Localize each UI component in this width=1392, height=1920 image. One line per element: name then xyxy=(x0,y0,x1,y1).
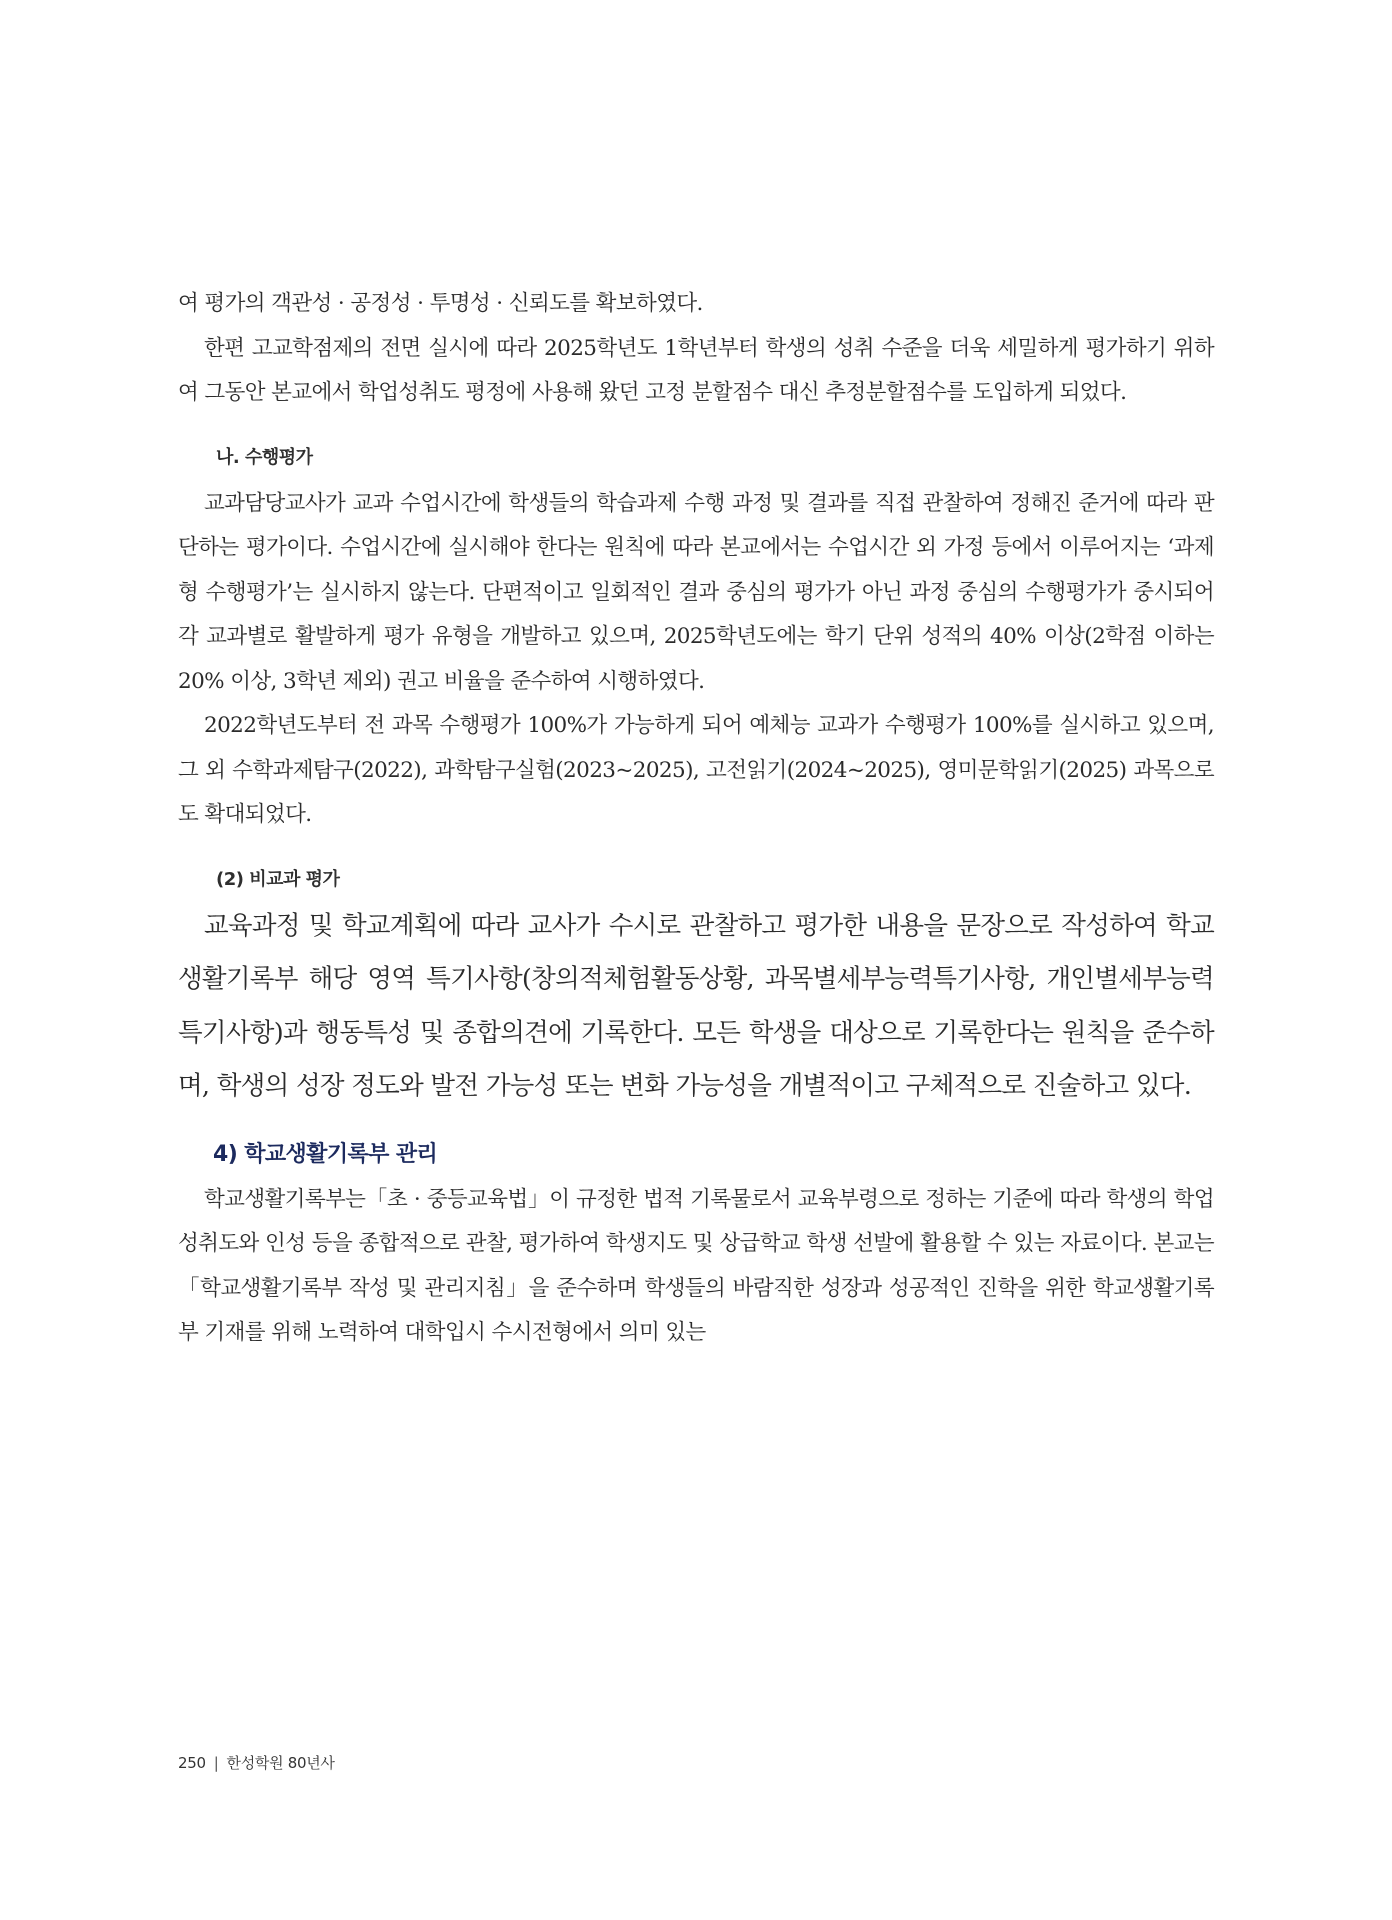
footer-separator: | xyxy=(213,1754,219,1772)
heading-non-subject-assessment: (2) 비교과 평가 xyxy=(216,868,340,890)
heading-performance-assessment: 나. 수행평가 xyxy=(216,446,313,468)
page-body xyxy=(178,282,1214,1356)
book-title: 한성학원 80년사 xyxy=(226,1754,335,1772)
paragraph-performance-1: 교과담당교사가 교과 수업시간에 학생들의 학습과제 수행 과정 및 결과를 직접 관찰하여 정해진 준거에 따라 판단하는 평가이다. 수업시간에 실시해야 한다는 원칙에 따라 본교에서는 수업시간 외 가정 등에서 이루어지는 ‘과제형 수행평가’는 실시하지 않는다. 단편적이고 일회적인 결과 중심의 평가가 아닌 과정 중심의 수행평가가 중시되어 각 교과별로 활발하게 평가 유형을 개발하고 있으며, 2025학년도에는 학기 단위 성적의 40% 이상(2학점 이하는 20% 이상, 3학년 제외) 권고 비율을 준수하여 시행하였다. xyxy=(178,490,1214,694)
paragraph-non-subject: 교육과정 및 학교계획에 따라 교사가 수시로 관찰하고 평가한 내용을 문장으로 작성하여 학교생활기록부 해당 영역 특기사항(창의적체험활동상황, 과목별세부능력특기사항, 개인별세부능력특기사항)과 행동특성 및 종합의견에 기록한다. 모든 학생을 대상으로 기록한다는 원칙을 준수하며, 학생의 성장 정도와 발전 가능성 또는 변화 가능성을 개별적이고 구체적으로 진술하고 있다. xyxy=(178,910,1214,1101)
paragraph-intro-end: 여 평가의 객관성 · 공정성 · 투명성 · 신뢰도를 확보하였다. xyxy=(178,291,703,316)
page-footer xyxy=(178,1752,335,1773)
paragraph-performance-2: 2022학년도부터 전 과목 수행평가 100%가 가능하게 되어 예체능 교과가 수행평가 100%를 실시하고 있으며, 그 외 수학과제탐구(2022), 과학탐구실험(2023~2025), 고전읽기(2024~2025), 영미문학읽기(2025) 과목으로도 확대되었다. xyxy=(178,713,1214,827)
page-number: 250 xyxy=(178,1754,206,1772)
paragraph-school-records: 학교생활기록부는「초 · 중등교육법」이 규정한 법적 기록물로서 교육부령으로 정하는 기준에 따라 학생의 학업성취도와 인성 등을 종합적으로 관찰, 평가하여 학생지도 및 상급학교 학생 선발에 활용할 수 있는 자료이다. 본교는 「학교생활기록부 작성 및 관리지침」을 준수하며 학생들의 바람직한 성장과 성공적인 진학을 위한 학교생활기록부 기재를 위해 노력하여 대학입시 수시전형에서 의미 있는 xyxy=(178,1186,1214,1345)
paragraph-highschool-credit: 한편 고교학점제의 전면 실시에 따라 2025학년도 1학년부터 학생의 성취 수준을 더욱 세밀하게 평가하기 위하여 그동안 본교에서 학업성취도 평정에 사용해 왔던 고정 분할점수 대신 추정분할점수를 도입하게 되었다. xyxy=(178,335,1214,405)
heading-school-records: 4) 학교생활기록부 관리 xyxy=(213,1141,438,1167)
